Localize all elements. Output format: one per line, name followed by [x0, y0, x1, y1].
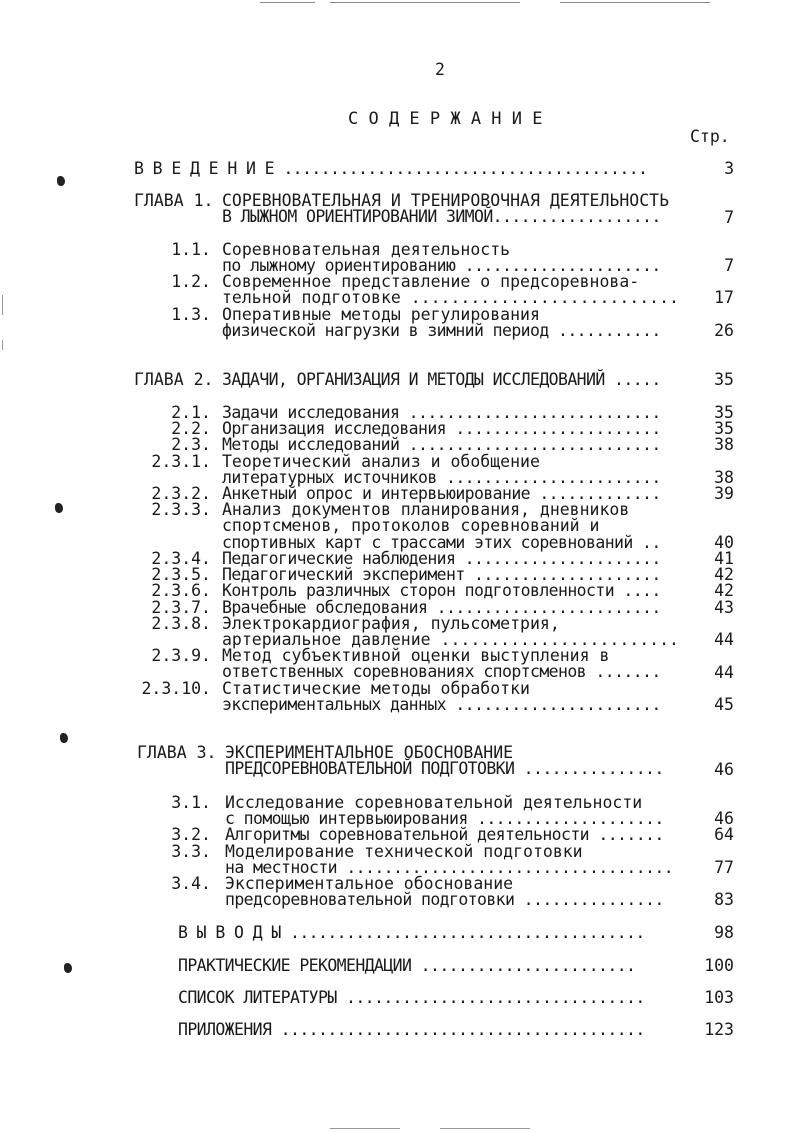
entry-number: 2.3.10.: [141, 679, 211, 698]
entry-page: 103: [704, 988, 734, 1007]
entry-title-line: на местности ...................................: [225, 858, 674, 878]
entry-page: 46: [714, 760, 734, 779]
entry-title-line: Методы исследований ...........................: [222, 435, 661, 454]
entry-page: 44: [714, 630, 734, 649]
entry-title-line: Организация исследования ......................: [222, 419, 661, 438]
entry-title-line: предсоревновательной подготовки ...............: [225, 890, 664, 910]
entry-title-line: В Ы В О Д Ы ......................................: [178, 923, 645, 942]
entry-title-line: В В Е Д Е Н И Е .......................................: [134, 159, 648, 178]
entry-title-line: Педагогический эксперимент ....................: [222, 565, 661, 584]
entry-title-line: Экспериментальное обоснование: [225, 874, 514, 893]
contents-title: С О Д Е Р Ж А Н И Е: [348, 109, 543, 129]
entry-page: 40: [714, 533, 734, 552]
entry-page: 3: [724, 159, 734, 178]
entry-number: 1.2.: [171, 272, 211, 291]
scan-blot: [60, 733, 68, 743]
entry-number: 3.4.: [171, 874, 211, 893]
entry-title-line: Исследование соревновательной деятельности: [225, 793, 643, 812]
entry-page: 35: [714, 370, 734, 389]
entry-page: 38: [714, 435, 734, 454]
entry-number: 2.3.3.: [151, 500, 211, 519]
entry-page: 123: [704, 1020, 734, 1039]
entry-page: 39: [714, 484, 734, 503]
entry-page: 100: [704, 956, 734, 975]
entry-title-line: Врачебные обследования ........................: [222, 598, 661, 617]
entry-number: ГЛАВА 3.: [137, 743, 217, 762]
entry-page: 64: [714, 825, 734, 844]
entry-number: 2.3.2.: [151, 484, 211, 503]
scan-blot: [55, 503, 63, 513]
entry-number: 1.1.: [171, 240, 211, 259]
entry-title-line: ЗАДАЧИ, ОРГАНИЗАЦИЯ И МЕТОДЫ ИССЛЕДОВАНИЙ .....: [222, 370, 661, 389]
entry-page: 38: [714, 468, 734, 487]
entry-title-line: Современное представление о предсоревнова-: [222, 272, 640, 291]
entry-page: 35: [714, 419, 734, 438]
entry-page: 43: [714, 598, 734, 617]
entry-title-line: ПРАКТИЧЕСКИЕ РЕКОМЕНДАЦИИ .......................: [178, 956, 636, 975]
entry-number: 2.3.5.: [151, 565, 211, 584]
entry-page: 7: [724, 208, 734, 227]
entry-number: 2.3.4.: [151, 549, 211, 568]
entry-page: 45: [714, 695, 734, 714]
entry-number: 2.3.: [171, 435, 211, 454]
entry-title-line: ответственных соревнованиях спортсменов .......: [222, 662, 661, 682]
entry-page: 77: [714, 858, 734, 877]
entry-page: 46: [714, 809, 734, 828]
entry-title-line: с помощью интервьюирования ....................: [225, 809, 664, 829]
entry-number: 3.3.: [171, 842, 211, 861]
entry-title-line: Метод субъективной оценки выступления в: [222, 646, 610, 665]
entry-title-line: СПИСОК ЛИТЕРАТУРЫ ................................: [178, 988, 645, 1007]
entry-title-line: экспериментальных данных ......................: [222, 695, 661, 715]
entry-title-line: В ЛЫЖНОМ ОРИЕНТИРОВАНИИ ЗИМОЙ..................: [222, 207, 661, 227]
entry-number: 2.3.8.: [151, 614, 211, 633]
entry-title-line: по лыжному ориентированию .....................: [222, 256, 661, 276]
entry-title-line: Оперативные методы регулирования: [222, 305, 540, 324]
entry-number: 1.3.: [171, 305, 211, 324]
entry-title-line: тельной подготовке ...........................: [222, 288, 679, 308]
entry-number: 2.2.: [171, 419, 211, 438]
entry-title-line: ПРЕДСОРЕВНОВАТЕЛЬНОЙ ПОДГОТОВКИ ...............: [225, 759, 664, 779]
entry-page: 41: [714, 549, 734, 568]
entry-title-line: Контроль различных сторон подготовленности ....: [222, 581, 661, 600]
scan-blot: [57, 176, 65, 186]
entry-title-line: Алгоритмы соревновательной деятельности .......: [225, 825, 664, 844]
entry-title-line: Статистические методы обработки: [222, 679, 530, 698]
entry-number: ГЛАВА 1.: [134, 191, 214, 210]
entry-title-line: Соревновательная деятельность: [222, 240, 511, 259]
pages-column-header: Стр.: [690, 127, 730, 146]
entry-page: 17: [714, 288, 734, 307]
entry-number: ГЛАВА 2.: [134, 370, 214, 389]
entry-page: 35: [714, 403, 734, 422]
entry-title-line: Задачи исследования ...........................: [222, 403, 661, 422]
entry-number: 2.3.7.: [151, 598, 211, 617]
entry-number: 3.2.: [171, 825, 211, 844]
entry-title-line: спортсменов, протоколов соревнований и: [222, 516, 600, 536]
entry-page: 42: [714, 581, 734, 600]
entry-title-line: Педагогические наблюдения .....................: [222, 549, 661, 568]
page-number: 2: [435, 60, 445, 79]
entry-number: 2.3.6.: [151, 581, 211, 600]
entry-title-line: СОРЕВНОВАТЕЛЬНАЯ И ТРЕНИРОВОЧНАЯ ДЕЯТЕЛЬНОСТЬ: [222, 191, 670, 210]
entry-title-line: физической нагрузки в зимний период ...........: [222, 321, 661, 341]
entry-page: 44: [714, 663, 734, 682]
entry-number: 2.3.1.: [151, 452, 211, 471]
entry-number: 2.1.: [171, 403, 211, 422]
entry-number: 3.1.: [171, 793, 211, 812]
entry-page: 83: [714, 890, 734, 909]
entry-title-line: Теоретический анализ и обобщение: [222, 452, 540, 471]
scan-blot: [64, 963, 72, 973]
entry-page: 26: [714, 321, 734, 340]
entry-title-line: Анкетный опрос и интервьюирование .............: [222, 484, 661, 503]
entry-page: 98: [714, 923, 734, 942]
entry-title-line: Электрокардиография, пульсометрия,: [222, 614, 560, 633]
entry-title-line: ЭКСПЕРИМЕНТАЛЬНОЕ ОБОСНОВАНИЕ: [225, 743, 514, 762]
entry-title-line: Моделирование технической подготовки: [225, 842, 583, 861]
entry-page: 42: [714, 565, 734, 584]
entry-page: 7: [724, 256, 734, 275]
entry-title-line: Анализ документов планирования, дневников: [222, 500, 630, 519]
entry-title-line: спортивных карт с трассами этих соревнований ..: [222, 532, 661, 552]
entry-number: 2.3.9.: [151, 646, 211, 665]
entry-title-line: ПРИЛОЖЕНИЯ .......................................: [178, 1020, 645, 1039]
entry-title-line: артериальное давление ........................: [222, 630, 679, 650]
entry-title-line: литературных источников .......................: [222, 468, 661, 488]
